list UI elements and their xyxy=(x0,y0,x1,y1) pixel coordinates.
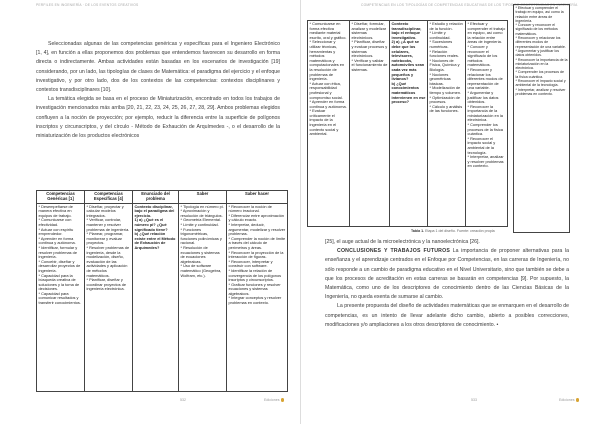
cell-text: * Comunicarse en forma efectiva mediante material escrito, oral y gráfico. * Seleccionar y utilizar técnicas, herramientas y métodos matemáticos y computacionales en la resolución de problemas de ingeniería. * Actuar con ética, responsabilidad profesional y compromiso social. * Aprender en forma continua y autónoma. * Evaluar críticamente el impacto de la ingeniería en el contexto social y ambiental. xyxy=(309,21,347,137)
table-cell xyxy=(37,203,85,391)
cell-text: * Estudio y relación de la función. * Límite y continuidad. * Sucesiones numéricas. * Relación funciones reales. * Nociones de Física, Química y Biología. * Nociones geométricas básicas. * Modelización de tiempo y volumen. * Optimización de procesos. * Cálculo y análisis de las funciones. xyxy=(429,21,463,114)
right-page xyxy=(300,0,600,424)
cell-text: * Diseñar, formular, analizar y modelizar sistemas electrónicos. * Planificar, diseñar y evaluar procesos y sistemas electrónicos. * Verificar y validar el funcionamiento de sistemas. xyxy=(351,21,388,72)
table-row xyxy=(514,5,570,233)
table-header-cell: Competencias Genéricas [1] xyxy=(37,191,85,204)
right-paragraph: [25], el auge actual de la microelectrónica y la nanoelectrónica [26]. xyxy=(325,239,480,245)
brand-text: Ediciones xyxy=(264,398,280,402)
left-paragraph: La temática elegida se basa en el proceso de Miniaturización, encontrado en todos los trabajos de investigación mencionados más arriba [20, 21, 22, 23, 24, 25, 26, 27, 28, 29]. Ambos problemas elegidos confluyen a la noción de proyección; por ejemplo, reducir la diferencia entre la superficie de polígonos inscriptos y circunscriptos, y del círculo - Método de Exhaución de Arquímedes -, o el desarrollo de la miniaturización de los productos electrónicos xyxy=(36,96,280,140)
brand-logo-icon xyxy=(576,398,580,402)
right-paragraph: La presente propuesta del diseño de actividades matemáticas que se enmarquen en el desarrollo de competencias, es un intento de llevar adelante dicho cambio, abierto a posibles correcciones, modificaciones y/o ampliaciones a los otros descriptores de conocimiento. • xyxy=(325,303,569,328)
competencies-table-part-2-last-col xyxy=(513,4,570,233)
cell-text: * Reconocer la noción de número irracional. * Diferenciar entre aproximación y cálculo exacto. * Interpretar, deducir, argumentar, modelizar y resolver problemas. * Comprender la noción de límite a través del cálculo de perímetros y áreas. * Reconocer la proyección de la interacción de figuras. * Reconocer, interpretar y construir con software. * Identificar la relación de convergencia de los polígonos inscriptos y circunscriptos. * Graficar funciones y resolver ecuaciones y sistemas algebraicos. * Integrar conceptos y resolver problemas en contexto. xyxy=(228,203,286,306)
caption-label: Tabla 1. xyxy=(411,229,425,233)
table-row xyxy=(308,21,508,227)
cell-text: * Diseñar, proyectar y calcular modelos integrados. * Verificar, controlar, mantener y resolver problemas de ingeniería. * Planear, programar, monitorear y evaluar proyectos. * Resolver problemas de ingeniería, desde la modelización, diseño, evaluación de las actividades y aplicación de métodos matemáticos. * Planificar, diseñar y coordinar proyectos de ingeniería electrónica. xyxy=(86,203,130,292)
running-head-right: COMPETENCIAS EN LOS TIPOLOGÍAS DE COMPETENCIAS EDUCATIVAS DE LOS TIPOS DE COMPETENCIAS EN INGENIERÍA xyxy=(361,3,578,7)
right-paragraph xyxy=(325,247,569,302)
left-paragraph: Seleccionadas algunas de las competencias genéricas y específicas para el Ingeniero Electrónico [1, 4], en función a ellas proponemos dos problemas que entendemos favorecen su desarrollo en forma directa o indirectamente. Ambas actividades están basadas en los escenarios de investigación [19] considerando, por un lado, las tipologías de clases de Matemática: el paradigma del ejercicio y el enfoque investigativo, y por otro lado, dos de los contextos de las competencias: contextos disciplinares y contextos transdisciplinares [10]. xyxy=(36,41,280,94)
table-header-cell: Saber xyxy=(179,191,227,204)
cell-text: * Tipología en número pi. * Aproximación y resolución de triángulos. * Geometría Elemental. * Límite y continuidad. * Funciones trigonométricas, funciones polinómicas y racional. * Resolución de ecuaciones y sistemas de ecuaciones algebraicas. * Uso de software matemático (Geogebra, Wolfram, etc.). xyxy=(180,203,224,278)
running-head-left: PERFILES EN INGENIERÍA · DE LOS EVENTOS CREATIVOS xyxy=(36,3,139,7)
table-cell xyxy=(133,203,179,391)
table-cell xyxy=(308,21,350,227)
right-paragraph-text: La importancia de proponer alternativas para la enseñanza y el aprendizaje centrados en el Enfoque por Competencias, en las carreras de Ingeniería, no sólo responde a un cambio de paradigma educativo en el Nivel Universitario, sino que también se debe a que los procesos de acreditación en estas carreras se basarán en competencias [9]. Por supuesto, la Matemática, como uno de los descriptores de conocimiento dentro de las Ciencias Básicas de la Ingeniería, no queda exenta de sumarse al cambio. xyxy=(325,248,569,301)
brand-left xyxy=(264,398,284,402)
table-header-cell: Competencias Específicas [4] xyxy=(85,191,133,204)
brand-logo-icon xyxy=(281,398,285,402)
right-body-text xyxy=(325,238,569,330)
table-cell xyxy=(390,21,428,227)
page-number-right: 533 xyxy=(471,398,477,402)
brand-right xyxy=(559,398,579,402)
caption-text: Etapa 1 del diseño. Fuente: creación propia xyxy=(425,229,495,233)
table-caption xyxy=(411,229,495,233)
section-heading: CONCLUSIONES Y TRABAJOS FUTUROS xyxy=(337,248,450,255)
competencies-table-part-1 xyxy=(36,190,288,392)
table-cell xyxy=(179,203,227,391)
table-header-cell: Enunciado del problema xyxy=(133,191,179,204)
table-row xyxy=(37,203,288,391)
table-cell xyxy=(428,21,466,227)
cell-text: Contexto transdisciplinar, bajo el enfoque investigativo. 2) a) ¿A qué se debe que los celulares, televisores, notebooks, automóviles sean cada vez más pequeños y livianos? b) ¿Qué conocimientos matemáticos intervienen en ese proceso? xyxy=(391,21,426,105)
table-cell xyxy=(514,5,570,233)
cell-text: Contexto disciplinar, bajo el paradigma del ejercicio. 1) a) ¿Qué es el número pi? ¿Qué significado tiene? b) ¿Qué relación existe entre el Método de Exhaución de Arquímedes? xyxy=(134,203,176,250)
table-header-cell: Saber hacer xyxy=(227,191,288,204)
table-cell xyxy=(466,21,508,227)
brand-text: Ediciones xyxy=(559,398,575,402)
cell-text: * Efectuar y comprender el trabajo en equipo, así como la relación entre áreas de ingeniería. * Conocer y reconocer el significado de los métodos matemáticos. * Reconocer y relacionar los diferentes modos de representación de una variable. * Argumentar y justificar los datos obtenidos. * Reconocer la importancia de la miniaturización en la electrónica. * Comprender los procesos de la física cuántica. * Reconocer el impacto social y ambiental de la tecnología. * Interpretar, analizar y resolver problemas en contexto. xyxy=(515,6,568,96)
cell-text: * Efectuar y comprender el trabajo en equipo, así como la relación entre áreas de ingeniería. * Conocer y reconocer el significado de los métodos matemáticos. * Reconocer y relacionar los diferentes modos de representación de una variable. * Argumentar y justificar los datos obtenidos. * Reconocer la importancia de la miniaturización en la electrónica. * Comprender los procesos de la física cuántica. * Reconocer el impacto social y ambiental de la tecnología. * Interpretar, analizar y resolver problemas en contexto. xyxy=(467,21,506,169)
left-body-text xyxy=(36,40,280,141)
table-cell xyxy=(350,21,390,227)
cell-text: * Desempeñarse de manera efectiva en equipos de trabajo. * Comunicarse con efectividad. * Actuar con espíritu emprendedor. * Aprender en forma continua y autónoma. * Identificar, formular y resolver problemas de ingeniería. * Concebir, diseñar y desarrollar proyectos de ingeniería. * Capacidad para la búsqueda creativa de soluciones y la toma de decisiones. * Capacidad para comunicar resultados y transferir conocimientos. xyxy=(38,203,81,306)
competencies-table-part-2 xyxy=(307,20,508,227)
table-header-row xyxy=(37,191,288,204)
table-cell xyxy=(85,203,133,391)
table-cell xyxy=(227,203,288,391)
page-number-left: 532 xyxy=(180,398,186,402)
